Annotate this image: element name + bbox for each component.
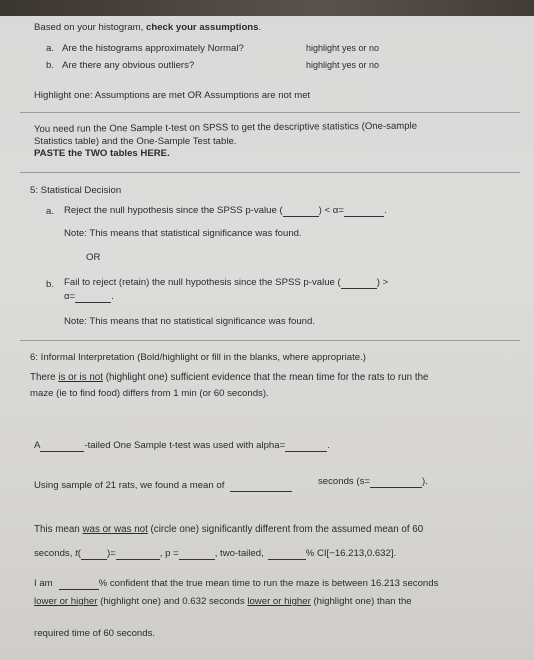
sample-sentence-right: seconds (s= ). — [318, 476, 428, 487]
assumption-b-text: Are there any obvious outliers? — [62, 60, 195, 71]
df-blank[interactable] — [81, 549, 107, 560]
spss-instruction-line1: You need run the One Sample t-test on SPSS to get the descriptive statistics (One-sample — [33, 120, 418, 135]
p-value-blank-a[interactable] — [283, 206, 319, 217]
confidence-line: I am % confident that the true mean time to run the maze is between 16.213 seconds — [34, 578, 439, 589]
spss-paste-instruction: PASTE the TWO tables HERE. — [34, 148, 170, 159]
assumptions-highlight-one[interactable]: Highlight one: Assumptions are met OR Assumptions are not met — [34, 90, 311, 101]
decision-or: OR — [86, 252, 101, 263]
mean-blank[interactable] — [230, 481, 292, 492]
assumption-a-option[interactable]: highlight yes or no — [306, 43, 380, 53]
tailed-sentence: A -tailed One Sample t-test was used with alpha= . — [34, 440, 330, 451]
p-value-blank-b[interactable] — [341, 278, 377, 289]
lower-higher-line: lower or higher (highlight one) and 0.632 seconds lower or higher (highlight one) than the — [34, 596, 412, 607]
alpha-blank-a[interactable] — [344, 206, 384, 217]
required-time-line: required time of 60 seconds. — [34, 628, 156, 639]
test-result-line: seconds, t( )= , p = , two-tailed, % CI[−16.213,0.632]. — [34, 548, 397, 559]
p-value-blank[interactable] — [179, 549, 215, 560]
alpha-blank[interactable] — [285, 441, 327, 452]
decision-a-note: Note: This means that statistical significance was found. — [64, 228, 302, 239]
t-value-blank[interactable] — [116, 549, 160, 560]
decision-a-label: a. — [46, 206, 55, 217]
assumptions-heading: Based on your histogram, check your assumptions. — [34, 22, 262, 33]
assumption-b-option[interactable]: highlight yes or no — [306, 60, 380, 70]
evidence-line1: There is or is not (highlight one) sufficient evidence that the mean time for the rats to run the — [30, 372, 429, 383]
decision-a-text: Reject the null hypothesis since the SPSS p-value ( ) < α= . — [64, 205, 387, 216]
was-or-was-not-choice[interactable]: was or was not — [82, 524, 148, 535]
assumption-a-text: Are the histograms approximately Normal? — [62, 43, 244, 54]
interpretation-heading: 6: Informal Interpretation (Bold/highlight or fill in the blanks, where appropriate.) — [30, 352, 366, 363]
alpha-blank-b[interactable] — [75, 292, 111, 303]
decision-b-label: b. — [46, 279, 55, 290]
decision-b-note: Note: This means that no statistical significance was found. — [64, 316, 315, 327]
confidence-blank[interactable] — [59, 579, 99, 590]
sd-blank[interactable] — [370, 477, 422, 488]
decision-b-alpha: α= . — [64, 291, 114, 302]
evidence-line2: maze (ie to find food) differs from 1 min (or 60 seconds). — [30, 388, 269, 399]
divider-line — [20, 340, 520, 341]
assumption-b-label: b. — [46, 60, 55, 71]
top-edge-shadow — [0, 0, 534, 16]
decision-heading: 5: Statistical Decision — [30, 185, 122, 196]
sample-sentence-left: Using sample of 21 rats, we found a mean of — [34, 480, 292, 492]
divider-line — [20, 112, 520, 113]
divider-line — [20, 172, 520, 173]
decision-b-text: Fail to reject (retain) the null hypothesis since the SPSS p-value ( ) > — [64, 277, 389, 288]
lower-or-higher-choice-1[interactable]: lower or higher — [34, 596, 98, 607]
ci-level-blank[interactable] — [268, 549, 306, 560]
tails-blank[interactable] — [40, 441, 84, 452]
lower-or-higher-choice-2[interactable]: lower or higher — [247, 596, 311, 607]
spss-instruction-line2: Statistics table) and the One-Sample Test table. — [34, 136, 237, 147]
significance-sentence: This mean was or was not (circle one) significantly different from the assumed mean of 60 — [34, 524, 424, 535]
assumption-a-label: a. — [46, 43, 55, 54]
is-or-is-not-choice[interactable]: is or is not — [58, 372, 103, 383]
